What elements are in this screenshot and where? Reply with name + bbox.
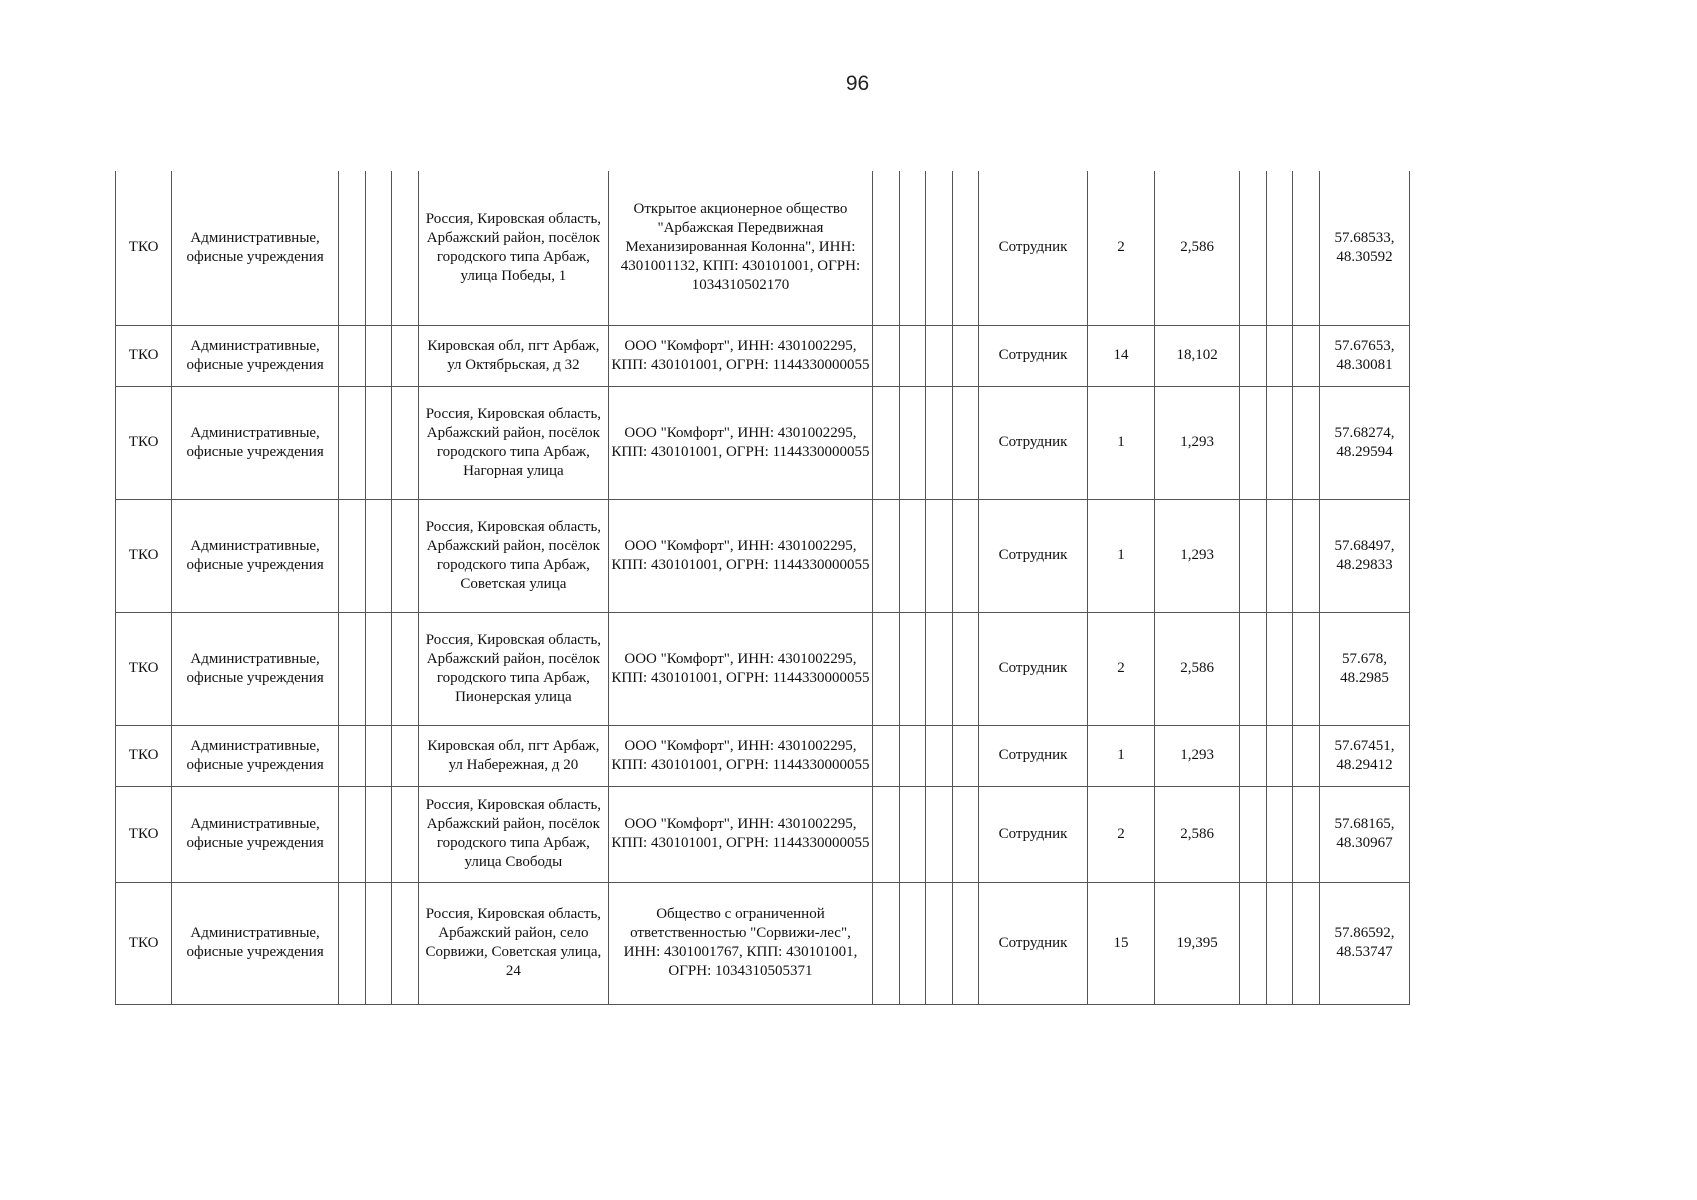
empty-cell [1293, 325, 1320, 386]
empty-cell [1293, 171, 1320, 325]
empty-cell [1293, 882, 1320, 1004]
address-cell: Россия, Кировская область, Арбажский район, посёлок городского типа Арбаж, улица Свободы [418, 786, 608, 882]
count-cell: 14 [1087, 325, 1155, 386]
volume-cell: 1,293 [1155, 725, 1240, 786]
unit-cell: Сотрудник [979, 499, 1087, 612]
address-cell: Россия, Кировская область, Арбажский район, посёлок городского типа Арбаж, Нагорная улица [418, 386, 608, 499]
empty-cell [392, 386, 419, 499]
empty-cell [392, 725, 419, 786]
empty-cell [952, 882, 979, 1004]
empty-cell [1266, 386, 1293, 499]
empty-cell [952, 725, 979, 786]
empty-cell [1266, 725, 1293, 786]
category-cell: Административные, офисные учреждения [172, 325, 339, 386]
empty-cell [899, 386, 926, 499]
empty-cell [926, 725, 953, 786]
waste-type-cell: ТКО [116, 171, 172, 325]
empty-cell [926, 499, 953, 612]
coordinates-cell: 57.678, 48.2985 [1319, 612, 1409, 725]
empty-cell [1240, 171, 1267, 325]
category-cell: Административные, офисные учреждения [172, 612, 339, 725]
empty-cell [926, 325, 953, 386]
empty-cell [338, 171, 365, 325]
waste-sources-table [115, 171, 1410, 1005]
organization-cell: ООО "Комфорт", ИНН: 4301002295, КПП: 430101001, ОГРН: 1144330000055 [609, 612, 873, 725]
empty-cell [926, 882, 953, 1004]
table-row [116, 612, 1410, 725]
coordinates-cell: 57.68274, 48.29594 [1319, 386, 1409, 499]
empty-cell [926, 786, 953, 882]
waste-type-cell: ТКО [116, 499, 172, 612]
address-cell: Кировская обл, пгт Арбаж, ул Октябрьская, д 32 [418, 325, 608, 386]
empty-cell [1266, 171, 1293, 325]
empty-cell [392, 882, 419, 1004]
empty-cell [338, 786, 365, 882]
empty-cell [365, 786, 392, 882]
empty-cell [1293, 499, 1320, 612]
organization-cell: Общество с ограниченной ответственностью "Сорвижи-лес", ИНН: 4301001767, КПП: 430101001, ОГРН: 1034310505371 [609, 882, 873, 1004]
category-cell: Административные, офисные учреждения [172, 499, 339, 612]
unit-cell: Сотрудник [979, 325, 1087, 386]
unit-cell: Сотрудник [979, 725, 1087, 786]
coordinates-cell: 57.67451, 48.29412 [1319, 725, 1409, 786]
organization-cell: ООО "Комфорт", ИНН: 4301002295, КПП: 430101001, ОГРН: 1144330000055 [609, 325, 873, 386]
volume-cell: 18,102 [1155, 325, 1240, 386]
address-cell: Россия, Кировская область, Арбажский район, посёлок городского типа Арбаж, Советская улица [418, 499, 608, 612]
organization-cell: ООО "Комфорт", ИНН: 4301002295, КПП: 430101001, ОГРН: 1144330000055 [609, 725, 873, 786]
organization-cell: Открытое акционерное общество "Арбажская Передвижная Механизированная Колонна", ИНН: 4301001132, КПП: 430101001, ОГРН: 1034310502170 [609, 171, 873, 325]
volume-cell: 1,293 [1155, 386, 1240, 499]
waste-type-cell: ТКО [116, 786, 172, 882]
coordinates-cell: 57.68165, 48.30967 [1319, 786, 1409, 882]
count-cell: 2 [1087, 786, 1155, 882]
empty-cell [952, 612, 979, 725]
empty-cell [899, 325, 926, 386]
category-cell: Административные, офисные учреждения [172, 786, 339, 882]
empty-cell [952, 325, 979, 386]
empty-cell [872, 612, 899, 725]
empty-cell [365, 725, 392, 786]
empty-cell [926, 171, 953, 325]
empty-cell [872, 499, 899, 612]
empty-cell [1293, 612, 1320, 725]
empty-cell [1266, 882, 1293, 1004]
organization-cell: ООО "Комфорт", ИНН: 4301002295, КПП: 430101001, ОГРН: 1144330000055 [609, 499, 873, 612]
empty-cell [392, 171, 419, 325]
empty-cell [1266, 499, 1293, 612]
empty-cell [1240, 386, 1267, 499]
empty-cell [872, 171, 899, 325]
waste-type-cell: ТКО [116, 882, 172, 1004]
volume-cell: 2,586 [1155, 786, 1240, 882]
count-cell: 2 [1087, 612, 1155, 725]
count-cell: 1 [1087, 386, 1155, 499]
empty-cell [899, 882, 926, 1004]
empty-cell [1293, 386, 1320, 499]
empty-cell [926, 386, 953, 499]
empty-cell [899, 725, 926, 786]
empty-cell [1240, 882, 1267, 1004]
empty-cell [1240, 612, 1267, 725]
empty-cell [365, 386, 392, 499]
address-cell: Россия, Кировская область, Арбажский район, посёлок городского типа Арбаж, Пионерская улица [418, 612, 608, 725]
empty-cell [1293, 725, 1320, 786]
category-cell: Административные, офисные учреждения [172, 171, 339, 325]
table-row [116, 786, 1410, 882]
empty-cell [392, 612, 419, 725]
page-number: 96 [845, 72, 870, 95]
coordinates-cell: 57.67653, 48.30081 [1319, 325, 1409, 386]
empty-cell [338, 882, 365, 1004]
category-cell: Административные, офисные учреждения [172, 725, 339, 786]
unit-cell: Сотрудник [979, 171, 1087, 325]
empty-cell [1293, 786, 1320, 882]
empty-cell [1240, 325, 1267, 386]
empty-cell [872, 725, 899, 786]
volume-cell: 2,586 [1155, 171, 1240, 325]
count-cell: 1 [1087, 499, 1155, 612]
empty-cell [1240, 786, 1267, 882]
empty-cell [392, 499, 419, 612]
empty-cell [952, 386, 979, 499]
empty-cell [872, 325, 899, 386]
empty-cell [1240, 499, 1267, 612]
organization-cell: ООО "Комфорт", ИНН: 4301002295, КПП: 430101001, ОГРН: 1144330000055 [609, 386, 873, 499]
empty-cell [365, 171, 392, 325]
table-row [116, 171, 1410, 325]
empty-cell [872, 386, 899, 499]
table-row [116, 325, 1410, 386]
address-cell: Россия, Кировская область, Арбажский район, село Сорвижи, Советская улица, 24 [418, 882, 608, 1004]
organization-cell: ООО "Комфорт", ИНН: 4301002295, КПП: 430101001, ОГРН: 1144330000055 [609, 786, 873, 882]
empty-cell [899, 612, 926, 725]
empty-cell [1240, 725, 1267, 786]
table-row [116, 499, 1410, 612]
unit-cell: Сотрудник [979, 786, 1087, 882]
count-cell: 15 [1087, 882, 1155, 1004]
empty-cell [899, 499, 926, 612]
empty-cell [365, 882, 392, 1004]
empty-cell [392, 325, 419, 386]
empty-cell [338, 325, 365, 386]
table-row [116, 882, 1410, 1004]
empty-cell [338, 725, 365, 786]
waste-type-cell: ТКО [116, 725, 172, 786]
unit-cell: Сотрудник [979, 386, 1087, 499]
count-cell: 2 [1087, 171, 1155, 325]
volume-cell: 19,395 [1155, 882, 1240, 1004]
coordinates-cell: 57.68497, 48.29833 [1319, 499, 1409, 612]
category-cell: Административные, офисные учреждения [172, 386, 339, 499]
empty-cell [1266, 325, 1293, 386]
address-cell: Кировская обл, пгт Арбаж, ул Набережная, д 20 [418, 725, 608, 786]
unit-cell: Сотрудник [979, 612, 1087, 725]
coordinates-cell: 57.68533, 48.30592 [1319, 171, 1409, 325]
volume-cell: 2,586 [1155, 612, 1240, 725]
empty-cell [899, 786, 926, 882]
empty-cell [365, 325, 392, 386]
empty-cell [872, 786, 899, 882]
waste-type-cell: ТКО [116, 612, 172, 725]
category-cell: Административные, офисные учреждения [172, 882, 339, 1004]
table-row [116, 386, 1410, 499]
empty-cell [952, 171, 979, 325]
volume-cell: 1,293 [1155, 499, 1240, 612]
empty-cell [1266, 612, 1293, 725]
empty-cell [1266, 786, 1293, 882]
empty-cell [952, 786, 979, 882]
empty-cell [338, 386, 365, 499]
empty-cell [392, 786, 419, 882]
count-cell: 1 [1087, 725, 1155, 786]
empty-cell [926, 612, 953, 725]
waste-type-cell: ТКО [116, 325, 172, 386]
table-row [116, 725, 1410, 786]
empty-cell [899, 171, 926, 325]
empty-cell [338, 612, 365, 725]
empty-cell [365, 499, 392, 612]
empty-cell [872, 882, 899, 1004]
empty-cell [338, 499, 365, 612]
unit-cell: Сотрудник [979, 882, 1087, 1004]
address-cell: Россия, Кировская область, Арбажский район, посёлок городского типа Арбаж, улица Победы, 1 [418, 171, 608, 325]
coordinates-cell: 57.86592, 48.53747 [1319, 882, 1409, 1004]
empty-cell [365, 612, 392, 725]
waste-type-cell: ТКО [116, 386, 172, 499]
empty-cell [952, 499, 979, 612]
